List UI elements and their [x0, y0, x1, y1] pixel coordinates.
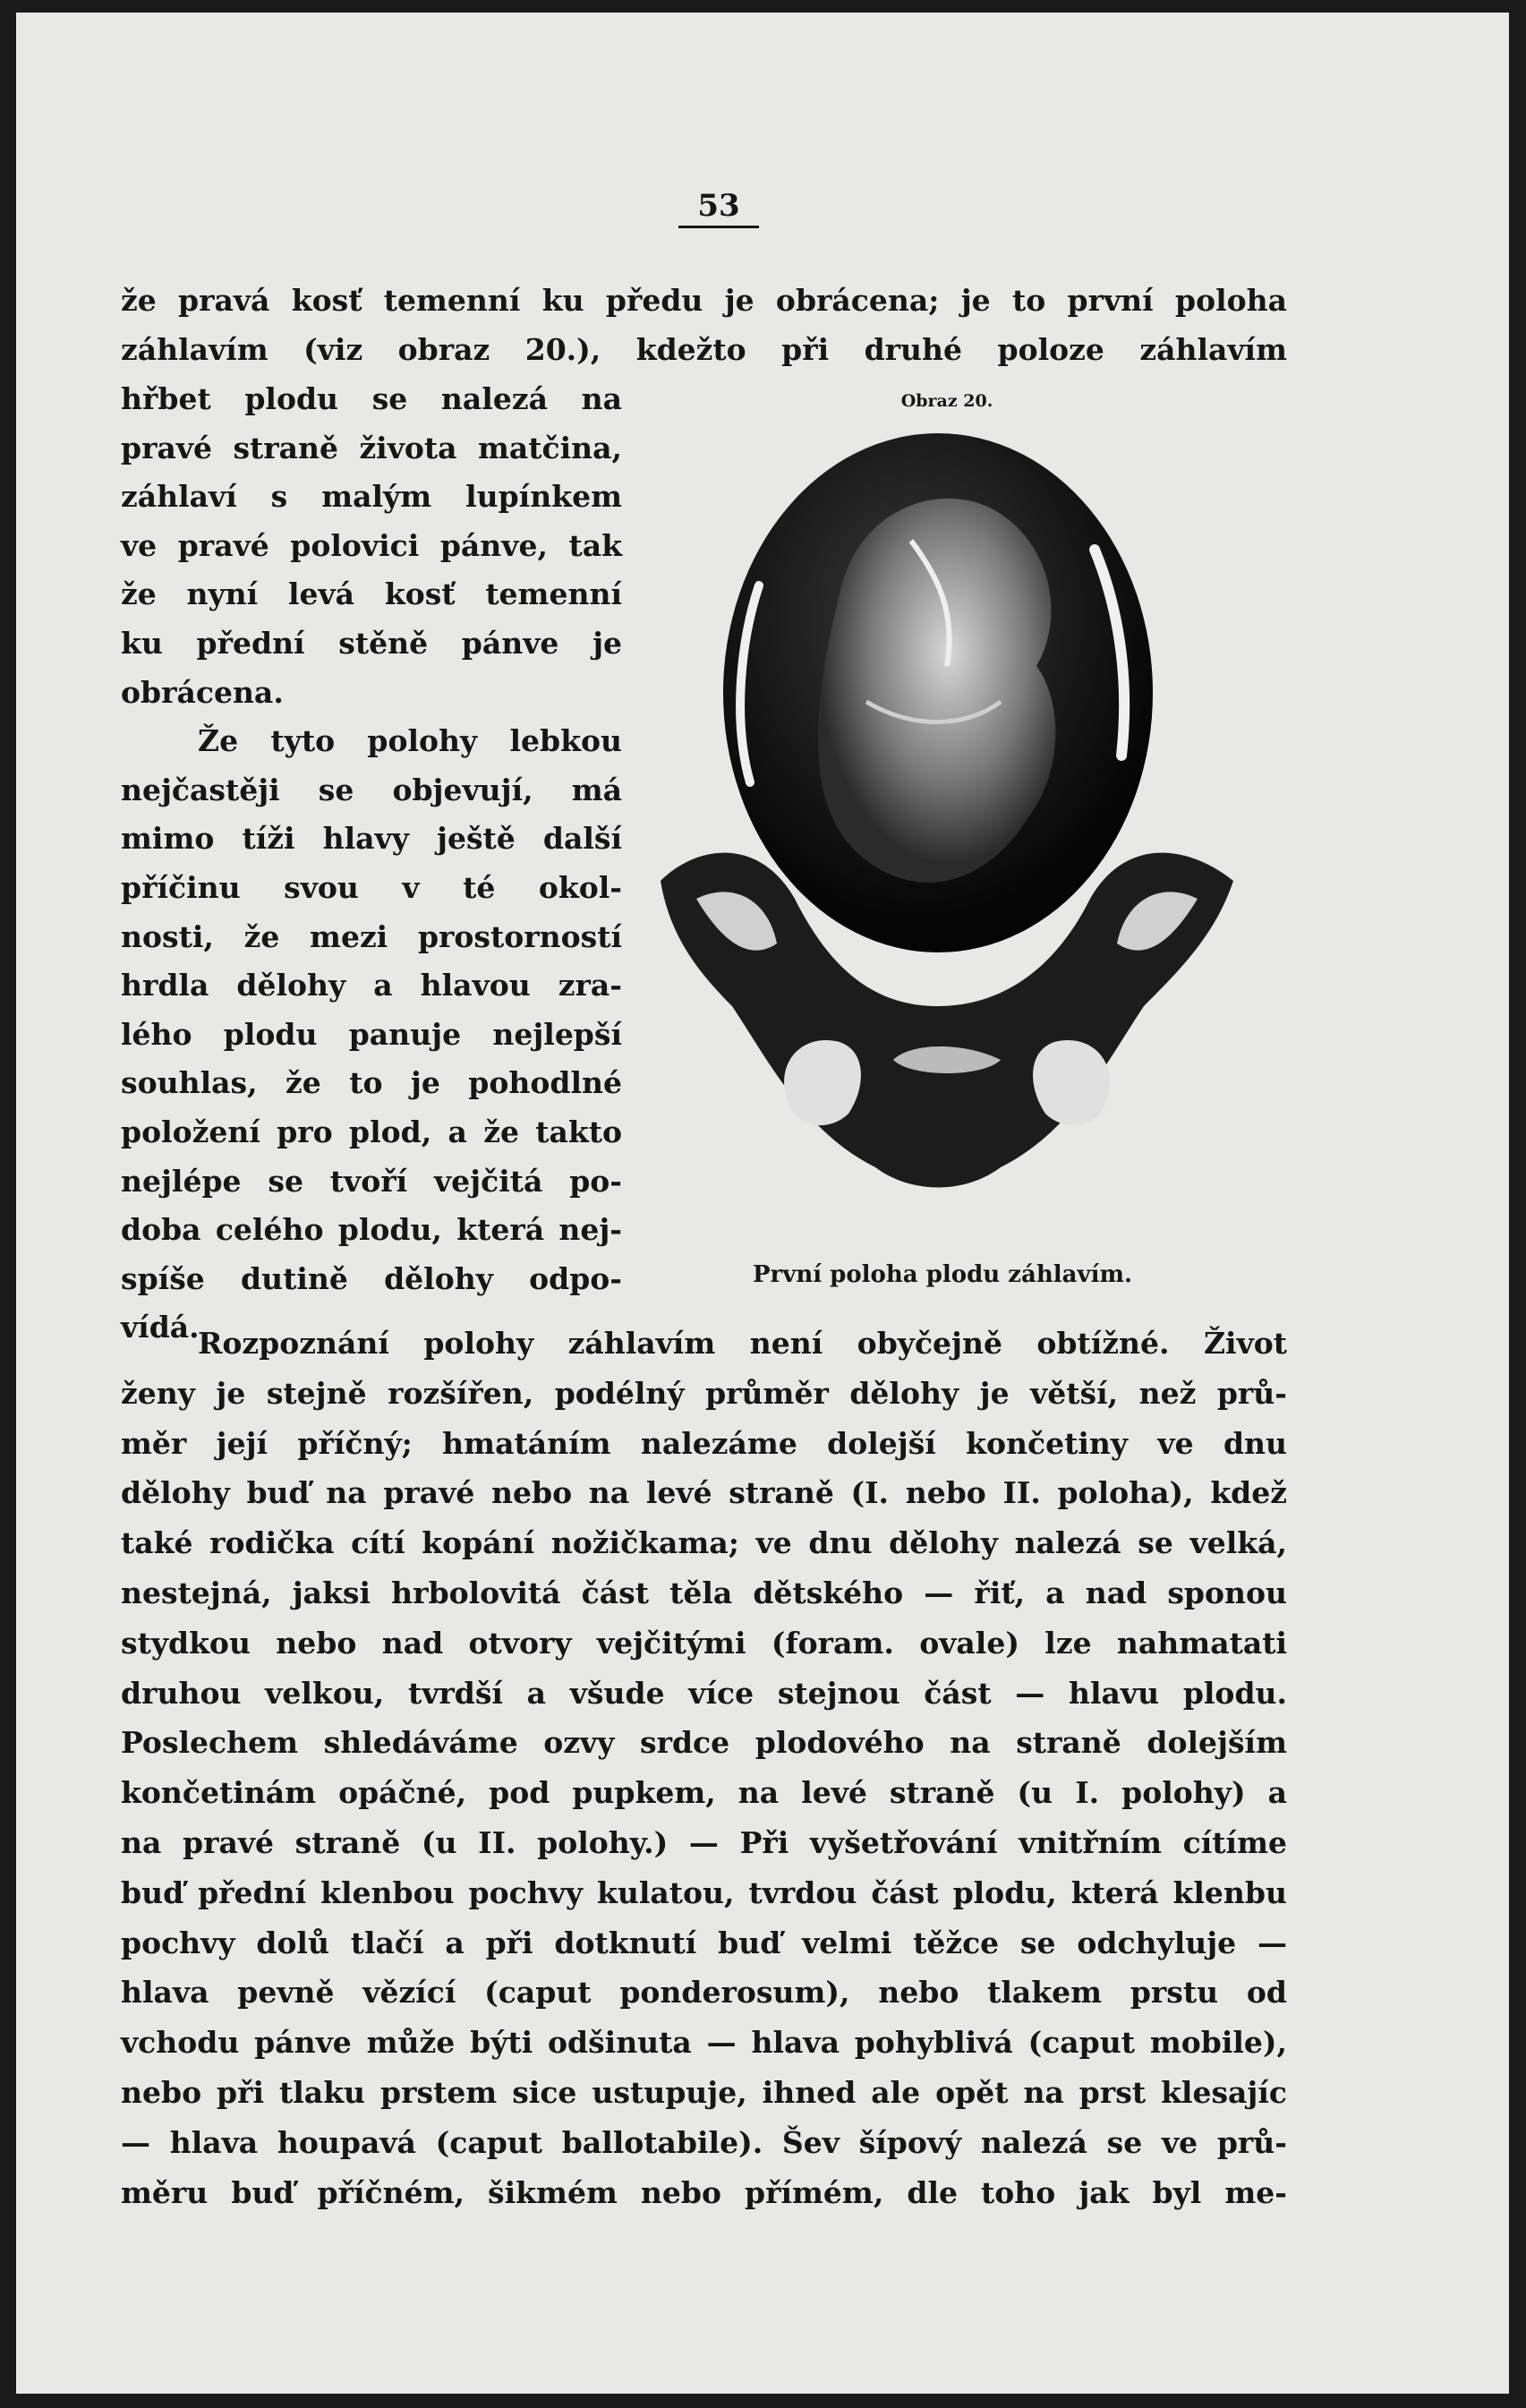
text-line: ve pravé polovici pánve, tak: [121, 528, 622, 563]
text-line: hrdla dělohy a hlavou zra-: [121, 968, 622, 1003]
text-line: hlava pevně vězící (caput ponderosum), nebo tlakem prstu od: [121, 1975, 1287, 2010]
text-line: končetinám opáčné, pod pupkem, na levé straně (u I. polohy) a: [121, 1775, 1287, 1810]
text-line: druhou velkou, tvrdší a všude více stejnou část — hlavu plodu.: [121, 1676, 1287, 1711]
text-line: pravé straně života matčina,: [121, 431, 622, 465]
text-line: že pravá kosť temenní ku předu je obrácena; je to první poloha: [121, 283, 1287, 318]
fetus-shape: [818, 499, 1055, 883]
text-line: — hlava houpavá (caput ballotabile). Šev šípový nalezá se ve prů-: [121, 2125, 1287, 2160]
text-line: nosti, že mezi prostorností: [121, 919, 622, 954]
text-line: nestejná, jaksi hrbolovitá část těla dětského — řiť, a nad sponou: [121, 1575, 1287, 1610]
text-line: pochvy dolů tlačí a při dotknutí buď velmi těžce se odchyluje —: [121, 1926, 1287, 1960]
text-line: Že tyto polohy lebkou: [198, 723, 622, 758]
figure-label: Obraz 20.: [900, 391, 993, 411]
text-line: nejčastěji se objevují, má: [121, 773, 622, 807]
text-line: buď přední klenbou pochvy kulatou, tvrdou část plodu, která klenbu: [121, 1875, 1287, 1910]
text-line: lého plodu panuje nejlepší: [121, 1017, 622, 1052]
text-line: doba celého plodu, která nej-: [121, 1212, 622, 1247]
text-line: položení pro plod, a že takto: [121, 1114, 622, 1149]
text-line: záhlaví s malým lupínkem: [121, 479, 622, 514]
text-line: obrácena.: [121, 675, 284, 710]
text-line: Poslechem shledáváme ozvy srdce plodového na straně dolejším: [121, 1725, 1287, 1760]
text-line: stydkou nebo nad otvory vejčitými (foram. ovale) lze nahmatati: [121, 1626, 1287, 1661]
text-line: Rozpoznání polohy záhlavím není obyčejně obtížné. Život: [198, 1326, 1287, 1361]
text-line: hřbet plodu se nalezá na: [121, 381, 622, 416]
text-line: vchodu pánve může býti odšinuta — hlava pohyblivá (caput mobile),: [121, 2025, 1287, 2060]
text-line: ku přední stěně pánve je: [121, 626, 622, 661]
text-line: na pravé straně (u II. polohy.) — Při vyšetřování vnitřním cítíme: [121, 1825, 1287, 1860]
text-line: měru buď příčném, šikmém nebo přímém, dle toho jak byl me-: [121, 2175, 1287, 2210]
text-line: nejlépe se tvoří vejčitá po-: [121, 1164, 622, 1199]
text-line: souhlas, že to je pohodlné: [121, 1065, 622, 1100]
text-line: také rodička cítí kopání nožičkama; ve dnu dělohy nalezá se velká,: [121, 1525, 1287, 1560]
text-line: dělohy buď na pravé nebo na levé straně (I. nebo II. poloha), kdež: [121, 1475, 1287, 1510]
text-line: že nyní levá kosť temenní: [121, 576, 622, 611]
text-line: mimo tíži hlavy ještě další: [121, 821, 622, 856]
text-line: měr její příčný; hmatáním nalezáme dolejší končetiny ve dnu: [121, 1426, 1287, 1461]
book-page: [16, 13, 1509, 2394]
text-line: nebo při tlaku prstem sice ustupuje, ihned ale opět na prst klesajíc: [121, 2075, 1287, 2110]
text-line: záhlavím (viz obraz 20.), kdežto při druhé poloze záhlavím: [121, 332, 1287, 367]
figure-caption: První poloha plodu záhlavím.: [752, 1261, 1133, 1288]
text-line: ženy je stejně rozšířen, podélný průměr dělohy je větší, než prů-: [121, 1376, 1287, 1411]
page-number: 53: [678, 188, 759, 228]
text-line: příčinu svou v té okol-: [121, 870, 622, 905]
figure-illustration: [643, 433, 1251, 1239]
text-line: spíše dutině dělohy odpo-: [121, 1261, 622, 1296]
text-line: vídá.: [121, 1310, 200, 1345]
